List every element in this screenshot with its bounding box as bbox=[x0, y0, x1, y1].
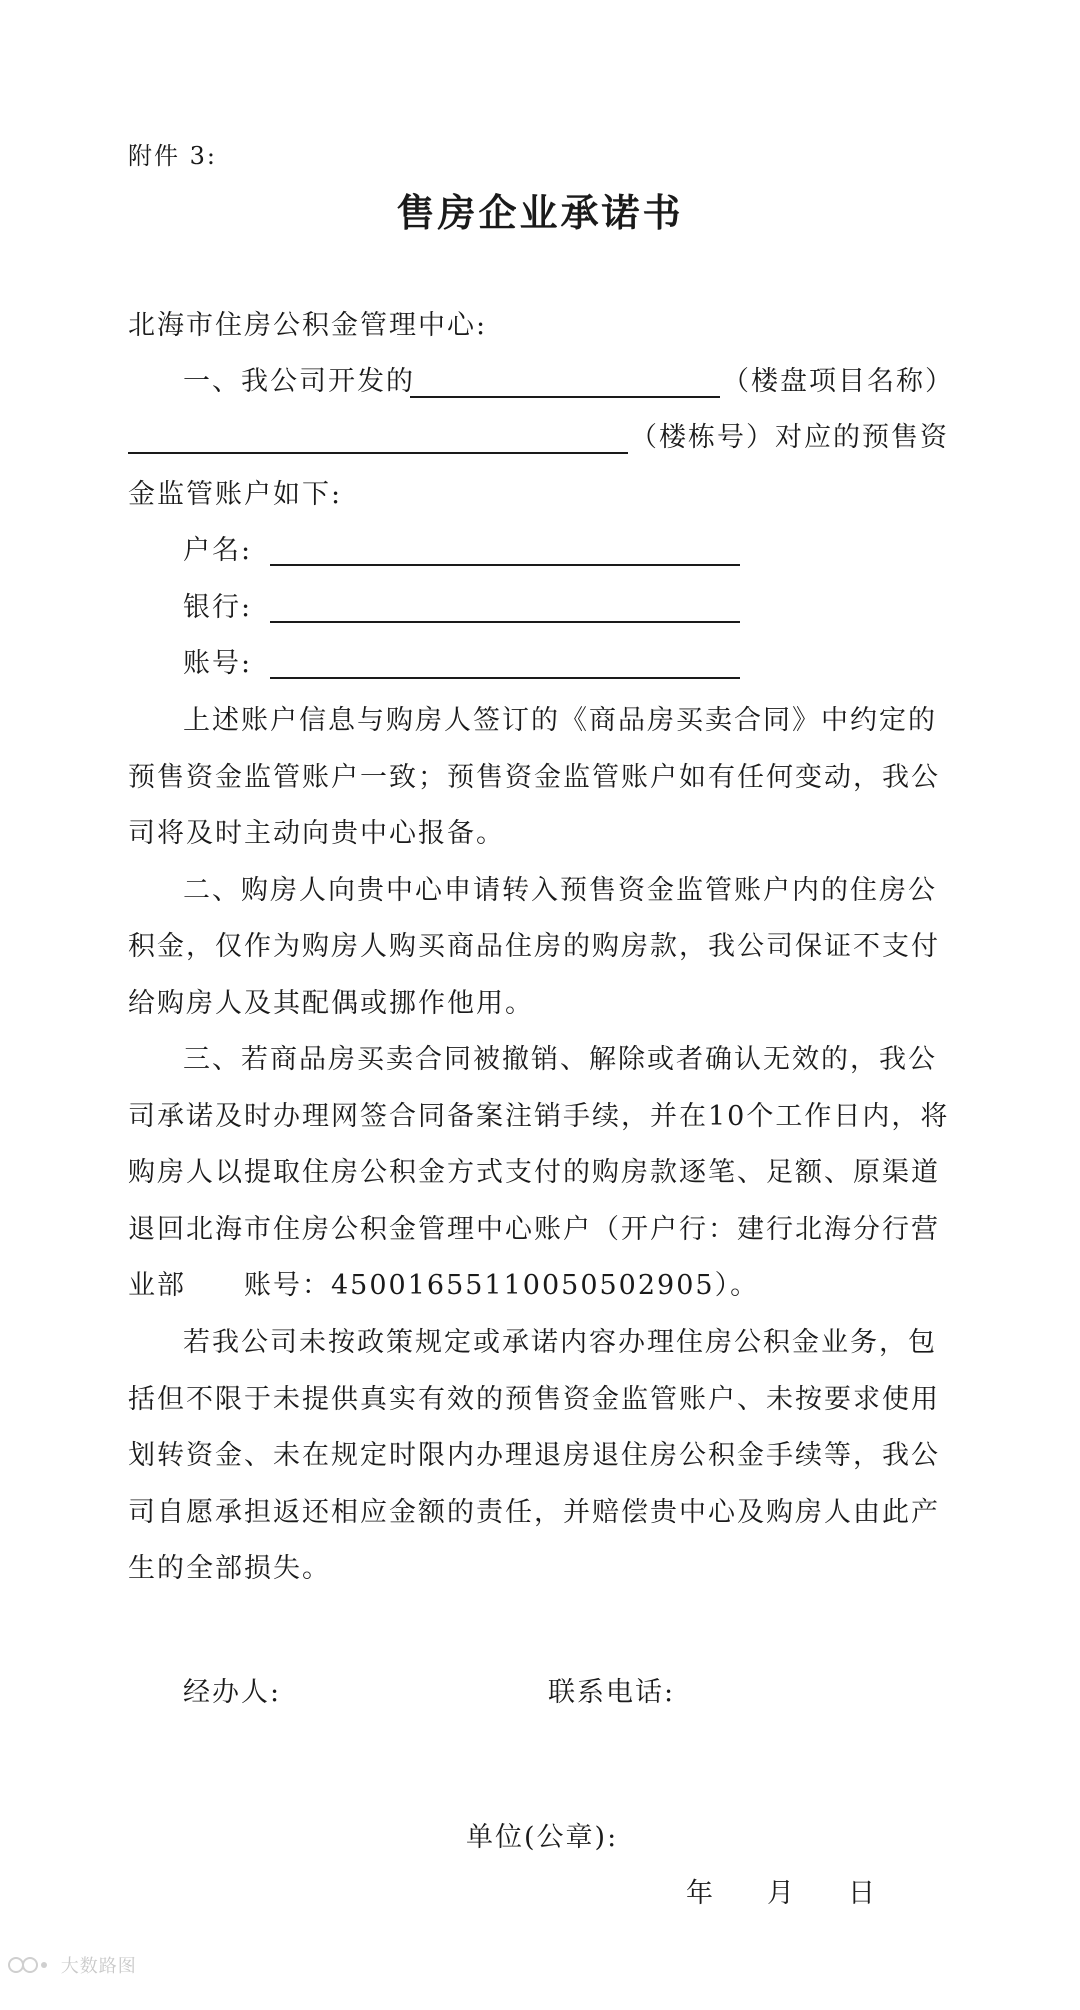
attachment-label: 附件 3: bbox=[128, 142, 217, 170]
item1-para-line: 上述账户信息与购房人签订的《商品房买卖合同》中约定的 bbox=[183, 705, 937, 736]
bank-label: 银行: bbox=[183, 592, 253, 623]
phone-label: 联系电话: bbox=[548, 1677, 676, 1708]
date-month: 月 bbox=[767, 1878, 796, 1909]
document-title: 售房企业承诺书 bbox=[396, 190, 684, 235]
handler-label: 经办人: bbox=[183, 1677, 282, 1708]
item2-line: 积金，仅作为购房人购买商品住房的购房款，我公司保证不支付 bbox=[128, 931, 940, 962]
item3-line: 司承诺及时办理网签合同备案注销手续，并在10个工作日内，将 bbox=[128, 1101, 950, 1132]
item3-line: 业部 账号：45001655110050502905）。 bbox=[128, 1270, 760, 1301]
item4-line: 括但不限于未提供真实有效的预售资金监管账户、未按要求使用 bbox=[128, 1384, 940, 1415]
item2-line: 二、购房人向贵中心申请转入预售资金监管账户内的住房公 bbox=[183, 875, 937, 906]
item1-line3: 金监管账户如下: bbox=[128, 479, 343, 510]
item4-line: 司自愿承担返还相应金额的责任，并赔偿贵中心及购房人由此产 bbox=[128, 1497, 940, 1528]
item4-line: 若我公司未按政策规定或承诺内容办理住房公积金业务，包 bbox=[183, 1327, 937, 1358]
bank-blank bbox=[270, 621, 740, 623]
project-name-hint: （楼盘项目名称） bbox=[722, 366, 954, 397]
account-number-label: 账号: bbox=[183, 648, 253, 679]
building-number-blank bbox=[128, 452, 628, 454]
item3-line: 三、若商品房买卖合同被撤销、解除或者确认无效的，我公 bbox=[183, 1044, 937, 1075]
item1-para-line: 预售资金监管账户一致；预售资金监管账户如有任何变动，我公 bbox=[128, 762, 940, 793]
item2-line: 给购房人及其配偶或挪作他用。 bbox=[128, 988, 534, 1019]
date-day: 日 bbox=[848, 1878, 877, 1909]
date-year: 年 bbox=[686, 1878, 715, 1909]
addressee: 北海市住房公积金管理中心: bbox=[128, 310, 488, 341]
project-name-blank bbox=[410, 396, 720, 398]
item1-prefix: 一、我公司开发的 bbox=[183, 366, 415, 397]
item4-line: 划转资金、未在规定时限内办理退房退住房公积金手续等，我公 bbox=[128, 1440, 940, 1471]
building-number-hint: （楼栋号）对应的预售资 bbox=[630, 422, 949, 453]
item3-line: 退回北海市住房公积金管理中心账户（开户行：建行北海分行营 bbox=[128, 1214, 940, 1245]
account-name-label: 户名: bbox=[183, 535, 253, 566]
account-number-blank bbox=[270, 677, 740, 679]
watermark-text: 大数路图 bbox=[60, 1956, 137, 1977]
watermark bbox=[6, 1952, 137, 1981]
item1-para-line: 司将及时主动向贵中心报备。 bbox=[128, 818, 505, 849]
item4-line: 生的全部损失。 bbox=[128, 1553, 331, 1584]
item3-line: 购房人以提取住房公积金方式支付的购房款逐笔、足额、原渠道 bbox=[128, 1157, 940, 1188]
unit-seal-label: 单位(公章): bbox=[466, 1822, 619, 1853]
watermark-logo-icon bbox=[6, 1954, 50, 1981]
account-name-blank bbox=[270, 564, 740, 566]
